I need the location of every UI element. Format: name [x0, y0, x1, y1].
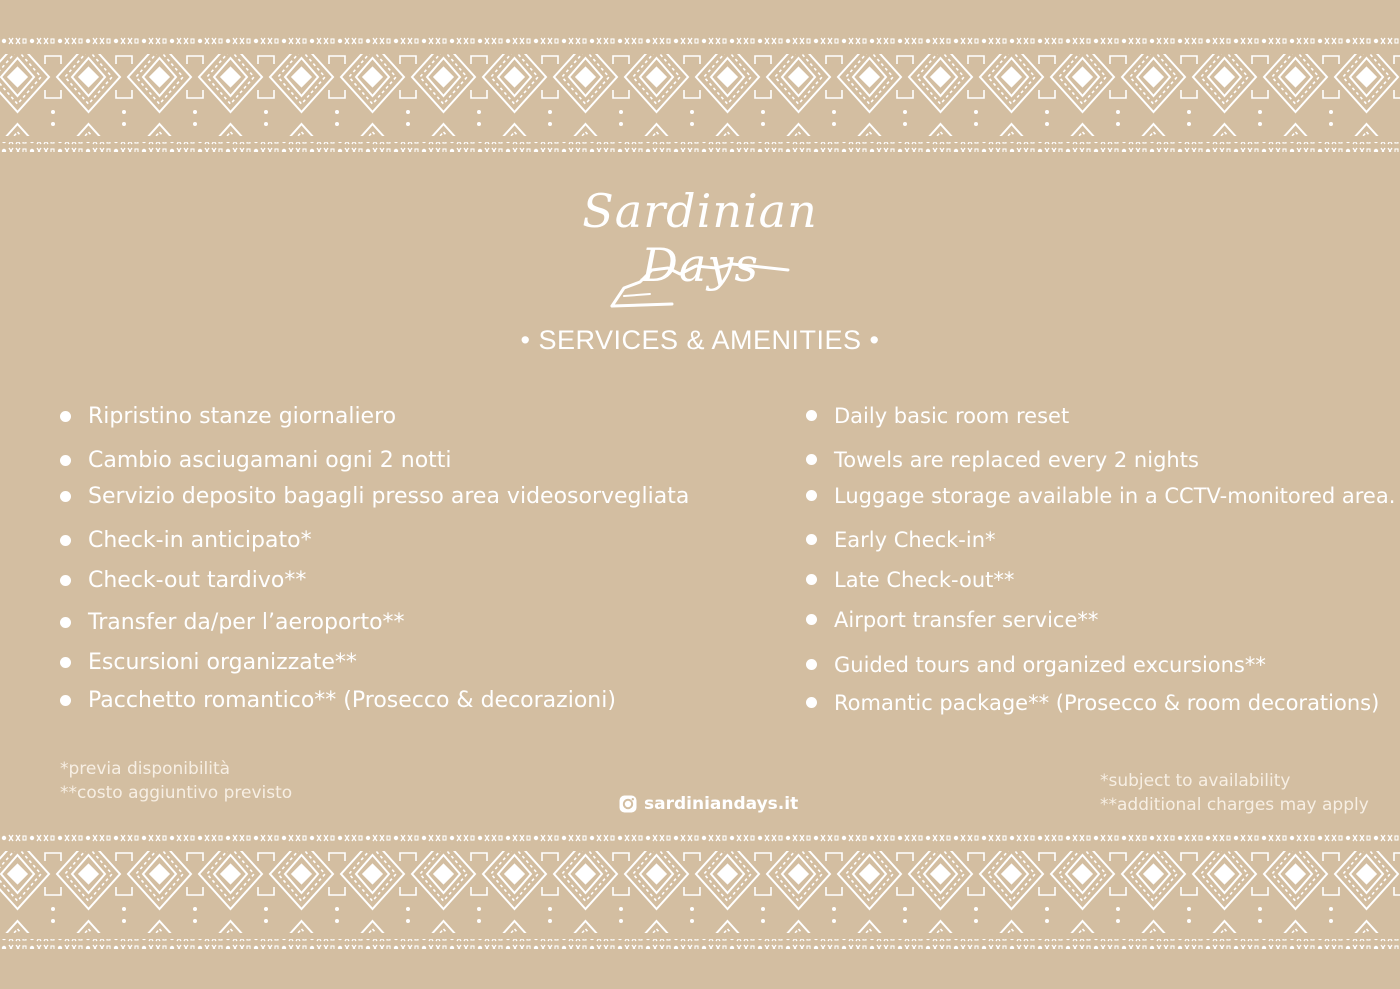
list-item-label: Cambio asciugamani ogni 2 notti — [88, 448, 452, 473]
instagram-handle[interactable] — [618, 792, 798, 816]
instagram-icon — [618, 794, 638, 814]
list-item — [58, 480, 758, 520]
list-item — [804, 399, 1394, 439]
brand-logo — [520, 178, 880, 318]
footnote-availability: *subject to availability — [1100, 771, 1291, 791]
bullet-icon — [806, 574, 817, 585]
bullet-icon — [60, 491, 71, 502]
list-item-label: Check-in anticipato* — [88, 528, 312, 553]
list-item — [804, 603, 1394, 643]
footnotes-english — [1100, 769, 1369, 817]
list-item-label: Servizio deposito bagagli presso area videosorvegliata — [88, 484, 690, 509]
bullet-icon — [806, 659, 817, 670]
bullet-icon — [806, 410, 817, 421]
list-item — [58, 564, 758, 604]
footnotes-italian — [60, 757, 292, 805]
section-subtitle: • SERVICES & AMENITIES • — [520, 325, 880, 355]
bullet-icon — [806, 490, 817, 501]
list-item-label: Early Check-in* — [834, 528, 996, 552]
list-item — [58, 606, 758, 646]
instagram-handle-text: sardiniandays.it — [644, 794, 799, 814]
list-item — [804, 563, 1394, 603]
list-item — [804, 523, 1394, 563]
list-item — [804, 443, 1394, 483]
list-item-label: Daily basic room reset — [834, 404, 1070, 428]
bullet-icon — [60, 455, 71, 466]
services-list-english — [804, 399, 1394, 719]
list-item-label: Late Check-out** — [834, 568, 1015, 592]
list-item-label: Luggage storage available in a CCTV-monitored area. — [834, 484, 1396, 508]
list-item-label: Pacchetto romantico** (Prosecco & decorazioni) — [88, 688, 616, 713]
bullet-icon — [806, 454, 817, 465]
list-item — [58, 400, 758, 440]
footnote-availability: *previa disponibilità — [60, 759, 231, 779]
services-list-italian — [58, 400, 758, 720]
list-item — [58, 684, 758, 724]
bullet-icon — [60, 575, 71, 586]
top-pattern-band — [0, 36, 1400, 154]
list-item-label: Escursioni organizzate** — [88, 650, 357, 675]
list-item-label: Check-out tardivo** — [88, 568, 307, 593]
bottom-pattern-band — [0, 833, 1400, 951]
bullet-icon — [806, 697, 817, 708]
footnote-extra-cost: **costo aggiuntivo previsto — [60, 783, 293, 803]
sardinia-outline-icon — [520, 178, 880, 318]
list-item — [58, 646, 758, 686]
list-item-label: Guided tours and organized excursions** — [834, 653, 1266, 677]
list-item-label: Airport transfer service** — [834, 608, 1099, 632]
bullet-icon — [806, 534, 817, 545]
list-item-label: Romantic package** (Prosecco & room decorations) — [834, 691, 1380, 715]
list-item-label: Towels are replaced every 2 nights — [834, 448, 1199, 472]
bullet-icon — [806, 614, 817, 625]
list-item — [58, 444, 758, 484]
list-item-label: Ripristino stanze giornaliero — [88, 404, 397, 429]
bullet-icon — [60, 657, 71, 668]
bullet-icon — [60, 695, 71, 706]
bullet-icon — [60, 617, 71, 628]
footnote-extra-cost: **additional charges may apply — [1100, 795, 1369, 815]
list-item — [804, 648, 1394, 688]
bullet-icon — [60, 535, 71, 546]
list-item — [58, 524, 758, 564]
list-item — [804, 479, 1394, 519]
bullet-icon — [60, 411, 71, 422]
brand-logo-text: Sardinian Days — [582, 184, 818, 292]
list-item — [804, 686, 1394, 726]
list-item-label: Transfer da/per l’aeroporto** — [88, 610, 405, 635]
